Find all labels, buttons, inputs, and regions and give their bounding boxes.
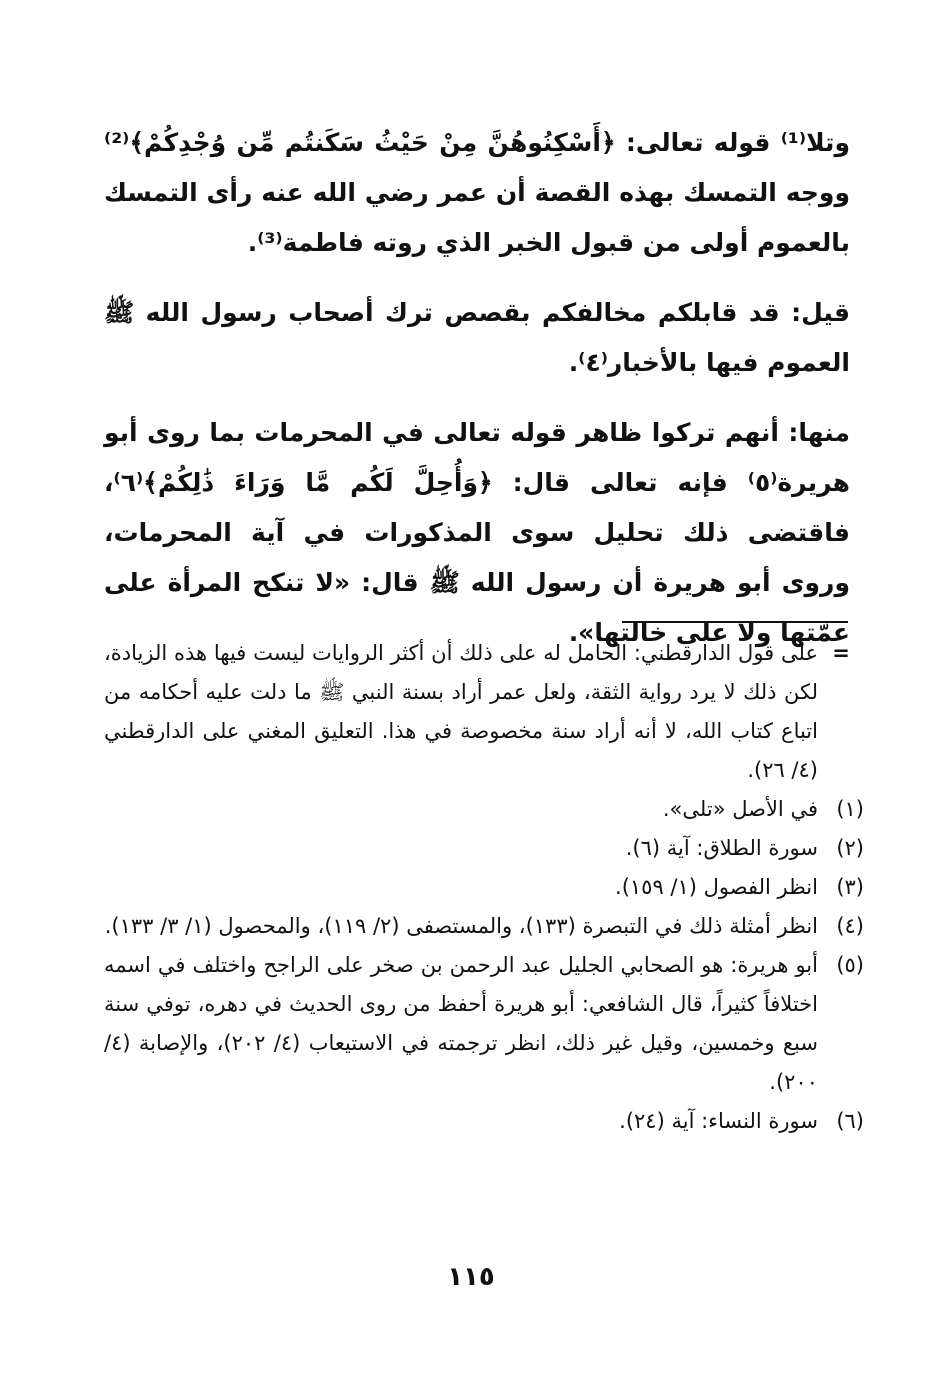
footnote-marker: = bbox=[832, 641, 850, 665]
footnote-text: أبو هريرة: هو الصحابي الجليل عبد الرحمن بن صخر على الراجح واختلف في اسمه اختلافاً كثيراً، قال الشافعي: أبو هريرة أحفظ من روى الحديث في دهره، توفي سنة سبع وخمسين، وقيل غير ذلك، انظر ترجمته في الاستيعاب (٤/ ٢٠٢)، والإصابة (٤/ ٢٠٠). bbox=[104, 953, 818, 1094]
paragraph-2: قيل: قد قابلكم مخالفكم بقصص ترك أصحاب رسول الله ﷺ العموم فيها بالأخبار⁽٤⁾. bbox=[104, 298, 850, 377]
footnote-text: على قول الدارقطني: الحامل له على ذلك أن أكثر الروايات ليست فيها هذه الزيادة، لكن ذلك لا يرد رواية الثقة، ولعل عمر أراد بسنة النبي ﷺ ما دلت عليه أحكامه من اتباع كتاب الله، لا أنه أراد سنة مخصوصة في هذا. التعليق المغني على الدارقطني (٤/ ٢٦). bbox=[104, 641, 818, 782]
paragraph-1: وتلا⁽¹⁾ قوله تعالى: ﴿أَسْكِنُوهُنَّ مِنْ حَيْثُ سَكَنتُم مِّن وُجْدِكُمْ﴾⁽²⁾ ووجه التمسك بهذه القصة أن عمر رضي الله عنه رأى التمسك بالعموم أولى من قبول الخبر الذي روته فاطمة⁽³⁾. bbox=[104, 128, 850, 257]
footnote-text: في الأصل «تلى». bbox=[662, 797, 818, 821]
footnote-5 bbox=[104, 946, 864, 1102]
footnote-2 bbox=[104, 829, 864, 868]
footnote-text: انظر الفصول (١/ ١٥٩). bbox=[615, 875, 818, 899]
footnote-number: (٣) bbox=[836, 875, 864, 899]
footnote-6 bbox=[104, 1102, 864, 1141]
footnote-number: (١) bbox=[836, 797, 864, 821]
footnote-1 bbox=[104, 790, 864, 829]
footnote-number: (٢) bbox=[836, 836, 864, 860]
footnotes bbox=[104, 634, 864, 1141]
footnote-number: (٤) bbox=[836, 914, 864, 938]
footnote-4 bbox=[104, 907, 864, 946]
footnote-3 bbox=[104, 868, 864, 907]
footnote-text: انظر أمثلة ذلك في التبصرة (١٣٣)، والمستصفى (٢/ ١١٩)، والمحصول (١/ ٣/ ١٣٣). bbox=[104, 914, 818, 938]
footnote-text: سورة النساء: آية (٢٤). bbox=[619, 1109, 818, 1133]
paragraph-3: منها: أنهم تركوا ظاهر قوله تعالى في المحرمات بما روى أبو هريرة⁽٥⁾ فإنه تعالى قال: ﴿وَأُحِلَّ لَكُم مَّا وَرَاءَ ذَٰلِكُمْ﴾⁽٦⁾، فاقتضى ذلك تحليل سوى المذكورات في آية المحرمات، وروى أبو هريرة أن رسول الله ﷺ قال: «لا تنكح المرأة على عمّتها ولا على خالتها». bbox=[104, 418, 850, 647]
footnote-separator bbox=[622, 621, 848, 623]
footnote-continuation bbox=[104, 634, 864, 790]
footnote-number: (٦) bbox=[836, 1109, 864, 1133]
page-number: ١١٥ bbox=[447, 1262, 495, 1292]
main-text bbox=[104, 118, 850, 678]
footnote-number: (٥) bbox=[836, 953, 864, 977]
footnote-text: سورة الطلاق: آية (٦). bbox=[625, 836, 818, 860]
